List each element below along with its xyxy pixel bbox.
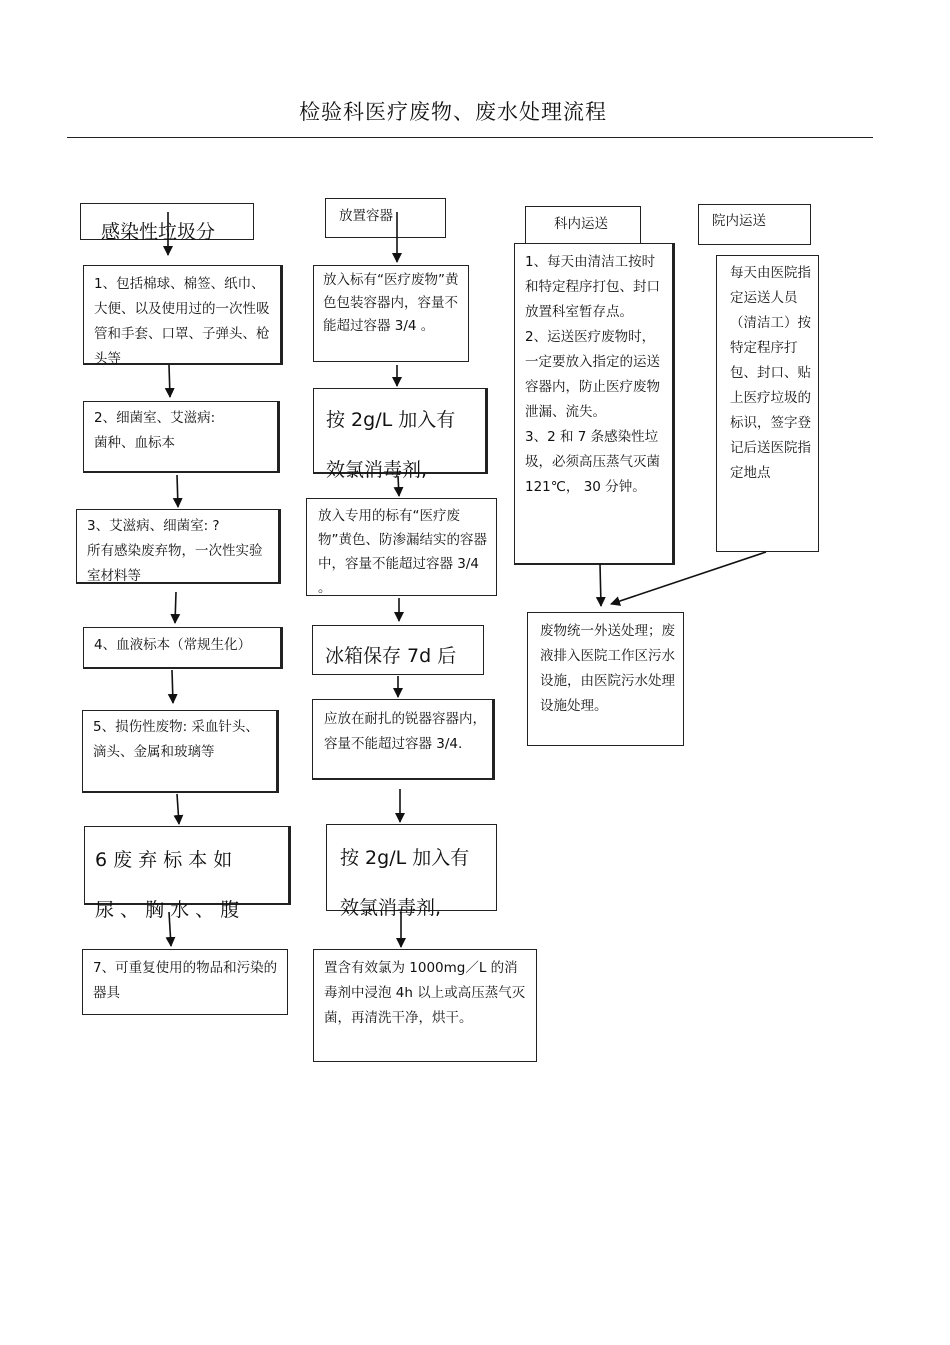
col4-body-text: 每天由医院指定运送人员（清洁工）按特定程序打包、封口、贴上医疗垃圾的标识，签字登记后送医院指定地点 (730, 265, 811, 481)
col1-step-1-text: 1、包括棉球、棉签、纸巾、大便、以及使用过的一次性吸管和手套、口罩、子弹头、枪头等 (94, 276, 270, 367)
col1-step-2-text: 2、细菌室、艾滋病: 菌种、血标本 (94, 410, 216, 451)
arrow-c1-3 (175, 592, 176, 623)
arrow-c1-2 (177, 475, 178, 507)
col1-step-7-text: 7、可重复使用的物品和污染的器具 (93, 960, 278, 1001)
col2-step-2-text: 按 2g/L 加入有 效氯消毒剂, (326, 409, 456, 481)
col1-step-3-text: 3、艾滋病、细菌室: ? 所有感染废弃物，一次性实验室材料等 (87, 518, 263, 584)
arrow-c1-1 (169, 365, 170, 397)
arrow-c1-4 (172, 670, 173, 703)
page-title: 检验科医疗废物、废水处理流程 (299, 100, 607, 124)
col2-step-5-text: 应放在耐扎的锐器容器内，容量不能超过容器 3/4. (324, 711, 486, 752)
col2-step-7-text: 置含有效氯为 1000mg／L 的消毒剂中浸泡 4h 以上或高压蒸气灭菌，再清洗干净，烘干。 (324, 960, 526, 1026)
col2-step-6-text: 按 2g/L 加入有 效氯消毒剂, (340, 847, 470, 919)
arrow-c2-2 (398, 476, 399, 496)
col2-header: 放置容器 (339, 208, 393, 224)
col1-header: 感染性垃圾分 (101, 221, 216, 243)
col1-step-4-text: 4、血液标本（常规生化） (94, 637, 252, 653)
col3-header: 科内运送 (554, 216, 608, 232)
final-text: 废物统一外送处理；废液排入医院工作区污水设施，由医院污水处理设施处理。 (540, 623, 675, 714)
arrow-c4-final (611, 552, 766, 604)
col1-step-6-text: 6 废 弃 标 本 如 尿 、 胸 水 、 腹 (95, 849, 240, 921)
arrow-c1-6 (169, 912, 171, 946)
arrow-c3-final (600, 564, 601, 606)
col3-body-text: 1、每天由清洁工按时和特定程序打包、封口放置科室暂存点。 2、运送医疗废物时，一定要放入指定的运送容器内，防止医疗废物泄漏、流失。 3、2 和 7 条感染性垃圾，必须高压蒸气灭菌 121℃， 30 分钟。 (525, 254, 660, 495)
col2-step-4-text: 冰箱保存 7d 后 (325, 645, 457, 667)
col2-step-1-text: 放入标有“医疗废物”黄色包装容器内，容量不能超过容器 3/4 。 (323, 272, 459, 334)
col4-header: 院内运送 (712, 213, 766, 229)
col1-step-5-text: 5、损伤性废物: 采血针头、滴头、金属和玻璃等 (93, 719, 259, 760)
col2-step-3-text: 放入专用的标有“医疗废物”黄色、防渗漏结实的容器中，容量不能超过容器 3/4 。 (318, 508, 487, 596)
arrow-c1-5 (177, 794, 179, 824)
